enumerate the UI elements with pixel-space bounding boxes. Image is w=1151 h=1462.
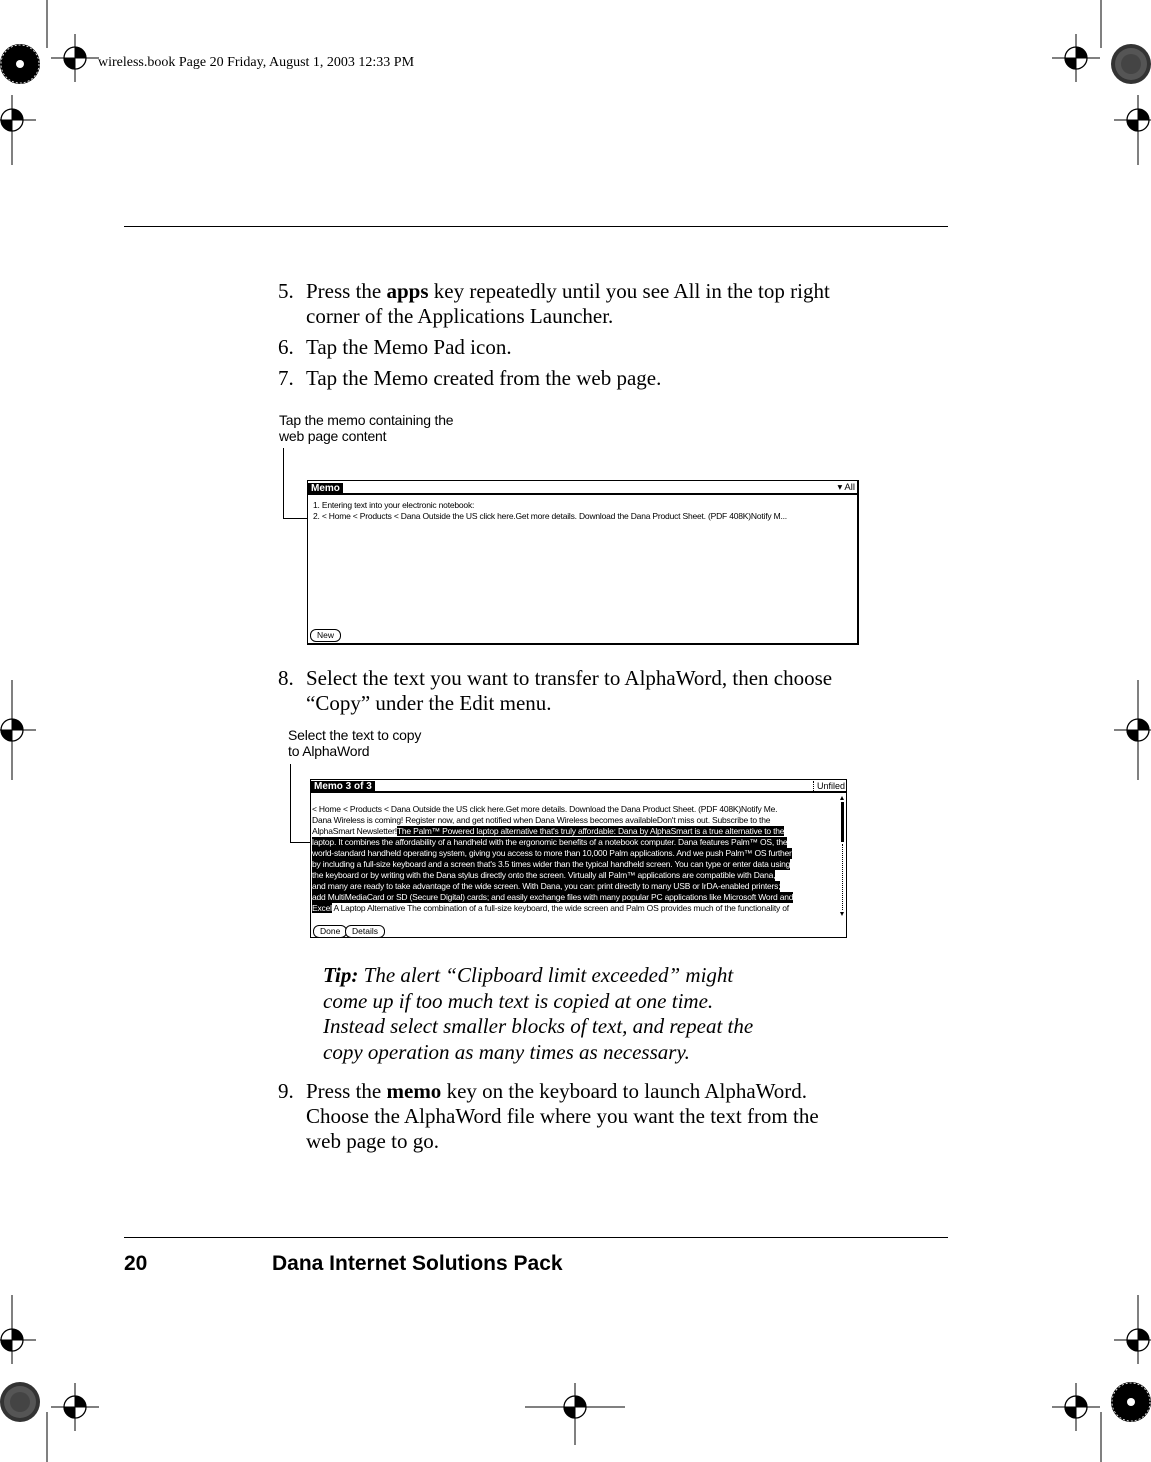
tip-label: Tip: <box>323 963 359 987</box>
memo-text-line-1: < Home < Products < Dana Outside the US click here.Get more details. Download the Dana Product Sheet. (PDF 408K)Notify Me. <box>312 804 778 814</box>
title-bar-line <box>311 791 846 793</box>
memo-detail-screen <box>310 779 847 938</box>
selected-text-line[interactable]: laptop. It combines the affordability of a handheld with the ergonomic benefits of a notebook computer. Dana features Palm™ OS, the <box>312 837 788 847</box>
memo-item-1[interactable]: 1. Entering text into your electronic notebook: <box>313 500 475 510</box>
step-number: 8. <box>278 666 294 690</box>
step-6: 6. Tap the Memo Pad icon. <box>278 335 512 359</box>
figure2-caption: Select the text to copy to AlphaWord <box>288 727 422 759</box>
selected-text[interactable]: Excel <box>312 903 332 913</box>
details-button[interactable]: Details <box>345 925 385 938</box>
memo-list-screen <box>307 480 859 645</box>
done-button[interactable]: Done <box>313 925 347 938</box>
scrollbar[interactable] <box>840 796 845 916</box>
scroll-down-arrow-icon[interactable] <box>840 912 844 916</box>
print-header: wireless.book Page 20 Friday, August 1, 2003 12:33 PM <box>98 55 415 70</box>
memo-title: Memo 3 of 3 <box>311 781 375 793</box>
selected-text-line[interactable]: world-standard handheld operating system, giving you access to more than 10,000 Palm applications. And we push Palm™ OS further <box>312 848 792 858</box>
memo-title: Memo <box>308 483 343 495</box>
key-name: apps <box>386 279 429 303</box>
title-bar-line <box>308 493 857 495</box>
memo-item-2[interactable]: 2. < Home < Products < Dana Outside the US click here.Get more details. Download the Dana Product Sheet. (PDF 408K)Notify M... <box>313 511 787 521</box>
figure1-leader <box>283 448 310 519</box>
category-selector[interactable]: Unfiled <box>813 781 845 791</box>
selected-text-line[interactable]: by including a full-size keyboard and a screen that's 3.5 times wider than the typical handheld screen. You can type or enter data using <box>312 859 791 869</box>
step-9: 9. Press the memo key on the keyboard to launch AlphaWord. Choose the AlphaWord file where you want the text from the web page to go. <box>278 1079 819 1153</box>
step-number: 6. <box>278 335 294 359</box>
memo-text-line-last: Excel A Laptop Alternative The combination of a full-size keyboard, the wide screen and Palm OS provides much of the functionality of <box>312 903 789 913</box>
scroll-track <box>842 844 844 910</box>
book-title: Dana Internet Solutions Pack <box>272 1252 563 1275</box>
footer-rule <box>124 1237 948 1238</box>
step-number: 7. <box>278 366 294 390</box>
figure1-caption: Tap the memo containing the web page content <box>279 412 454 444</box>
step-5: 5. Press the apps key repeatedly until you see All in the top right corner of the Applications Launcher. <box>278 279 830 328</box>
memo-text-line-2: Dana Wireless is coming! Register now, and get notified when Dana Wireless becomes availableDon't miss out. Subscribe to the <box>312 815 771 825</box>
scroll-thumb[interactable] <box>841 802 844 842</box>
tip-note: Tip: The alert “Clipboard limit exceeded” might come up if too much text is copied at one time. Instead select smaller blocks of text, and repeat the copy operation as many times as necessary. <box>323 963 754 1064</box>
scroll-up-arrow-icon[interactable] <box>840 796 844 800</box>
category-selector[interactable]: ▾ All <box>837 482 855 493</box>
step-8: 8. Select the text you want to transfer to AlphaWord, then choose “Copy” under the Edit menu. <box>278 666 833 715</box>
key-name: memo <box>386 1079 442 1103</box>
selected-text-line[interactable]: the keyboard or by writing with the Dana stylus directly onto the screen. Virtually all Palm™ applications are compatible with Dana, <box>312 870 776 880</box>
step-number: 9. <box>278 1079 294 1103</box>
step-number: 5. <box>278 279 294 303</box>
page-number: 20 <box>124 1252 148 1275</box>
step-7: 7. Tap the Memo created from the web page. <box>278 366 662 390</box>
selected-text-line[interactable]: add MultiMediaCard or SD (Secure Digital) cards; and easily exchange files with many popular PC applications like Microsoft Word and <box>312 892 794 902</box>
memo-text-line-3: AlphaSmart Newsletter!The Palm™ Powered laptop alternative that's truly affordable: Dana by AlphaSmart is a true alternative to the <box>312 826 785 836</box>
selected-text[interactable]: The Palm™ Powered laptop alternative that's truly affordable: Dana by AlphaSmart is a true alternative to the <box>396 826 785 836</box>
new-button[interactable]: New <box>310 629 341 642</box>
selected-text-line[interactable]: and many are ready to take advantage of the wide screen. With Dana, you can: print directly to many USB or IrDA-enabled printers; <box>312 881 781 891</box>
header-rule <box>124 226 948 227</box>
